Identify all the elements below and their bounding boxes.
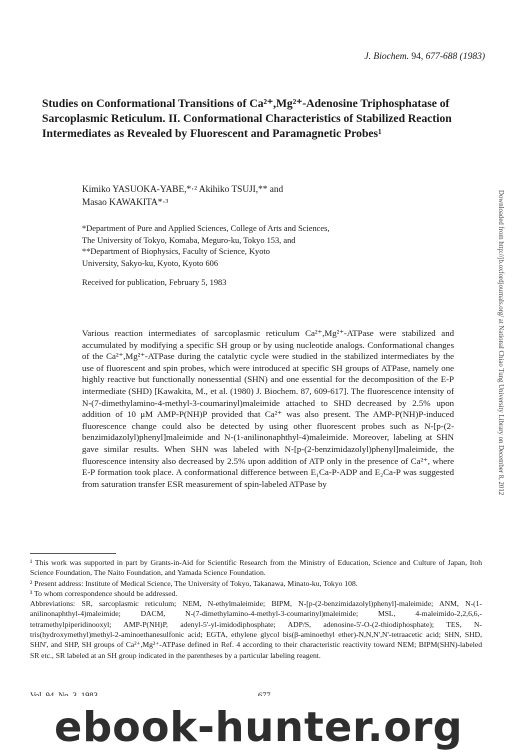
footnote-funding: ¹ This work was supported in part by Grants-in-Aid for Scientific Research from the Ministry of Education, Science and Culture of Japan, Itoh Science Foundation, The Naito Foundation, and Yamada Science Foundation.	[30, 558, 482, 578]
download-notice: Downloaded from http://jb.oxfordjournals.org/ at National Chiao Tung University Library on December 8, 2012	[497, 190, 504, 496]
author-line-1: Kimiko YASUOKA-YABE,*·² Akihiko TSUJI,** and	[82, 185, 284, 195]
footnote-address: ² Present address: Institute of Medical Science, The University of Tokyo, Takanawa, Minato-ku, Tokyo 108.	[30, 578, 358, 588]
affiliation-line: The University of Tokyo, Komaba, Meguro-ku, Tokyo 153, and	[82, 235, 296, 245]
journal-volume: 94	[411, 52, 421, 62]
footnote-divider	[30, 553, 116, 554]
journal-pages: 677-688 (1983)	[425, 52, 485, 62]
footnote-abbreviations: Abbreviations: SR, sarcoplasmic reticulum; NEM, N-ethylmaleimide; BIPM, N-[p-(2-benzimidazolyl)phenyl]-maleimide; ANM, N-(1-anilinonaphthyl-4)maleimide; DACM, N-(7-dimethylamino-4-methyl-3-coumarinyl)maleimide; MSL, 4-maleimido-2,2,6,6,-tetramethylpiperidinooxyl; AMP-P(NH)P, adenyl-5'-yl-imidodiphosphate; ADP/S, adenosine-5'-O-(2-thiodiphosphate); TES, N-tris(hydroxymethyl)methyl-2-aminoethanesulfonic acid; EGTA, ethylene glycol bis(β-aminoethyl ether)-N,N,N',N'-tetraacetic acid; SHN, SHD, SHN', and SHP, SH groups of Ca²⁺,Mg²⁺-ATPase defined in Ref. 4 according to their characteristic reactivity toward NEM; BIPM(SHN)-labeled SR etc., SR labeled at an SH group indicated in the parentheses by a particular labeling reagent.	[30, 599, 482, 660]
affiliation-line: **Department of Biophysics, Faculty of Science, Kyoto	[82, 247, 270, 256]
abstract-text: Various reaction intermediates of sarcoplasmic reticulum Ca²⁺,Mg²⁺-ATPase were stabilized and accumulated by modifying a specific SH group or by using nucleotide analogs. Conformational changes of the Ca²⁺,Mg²⁺-ATPase during the catalytic cycle were studied in the stabilized intermediates by the use of fluorescent and spin probes, which were introduced at specific SH groups of ATPase, namely one highly reactive but functionally nonessential (SHN) and one essential for the decomposition of the E-P intermediate (SHD) [Kawakita, M., et al. (1980) J. Biochem. 87, 609-617]. The fluorescence intensity of N-(7-dimethylamino-4-methyl-3-coumarinyl)maleimide attached to SHD decreased by 2.5% upon addition of 10 μM AMP-P(NH)P provided that Ca²⁺ was also present. The AMP-P(NH)P-induced fluorescence change could also be detected by using other fluorescent probes such as N-[p-(2-benzimidazolyl)phenyl]maleimide and N-(1-anilinonaphthyl-4)maleimide. Moreover, labeling at SHN gave similar results. When SHN was labeled with N-[p-(2-benzimidazolyl)phenyl]maleimide, the fluorescence intensity also decreased by 2.5% upon addition of ATP only in the presence of Ca²⁺, where E-P formation took place. A conformational difference between E₁Ca-P-ADP and E₂Ca-P was suggested from saturation transfer ESR measurement of spin-labeled ATPase by	[82, 328, 454, 489]
watermark-logo: ebook-hunter.org	[54, 703, 463, 751]
journal-name: J. Biochem.	[364, 52, 409, 62]
footnotes	[30, 558, 482, 661]
affiliations	[82, 223, 412, 269]
affiliation-line: University, Sakyo-ku, Kyoto, Kyoto 606	[82, 258, 219, 268]
author-line-2: Masao KAWAKITA*·³	[82, 198, 169, 208]
footnote-correspondence: ³ To whom correspondence should be addressed.	[30, 588, 178, 598]
author-block	[82, 184, 283, 210]
paper-title: Studies on Conformational Transitions of Ca²⁺,Mg²⁺-Adenosine Triphosphatase of Sarcoplasmic Reticulum. II. Conformational Characteristics of Stabilized Reaction Intermediates as Revealed by Fluorescent and Paramagnetic Probes¹	[42, 97, 452, 140]
journal-header: J. Biochem. 94, 677-688 (1983)	[364, 52, 485, 62]
affiliation-line: *Department of Pure and Applied Sciences, College of Arts and Sciences,	[82, 224, 330, 233]
abstract	[82, 328, 454, 490]
received-date: Received for publication, February 5, 1983	[82, 278, 227, 287]
